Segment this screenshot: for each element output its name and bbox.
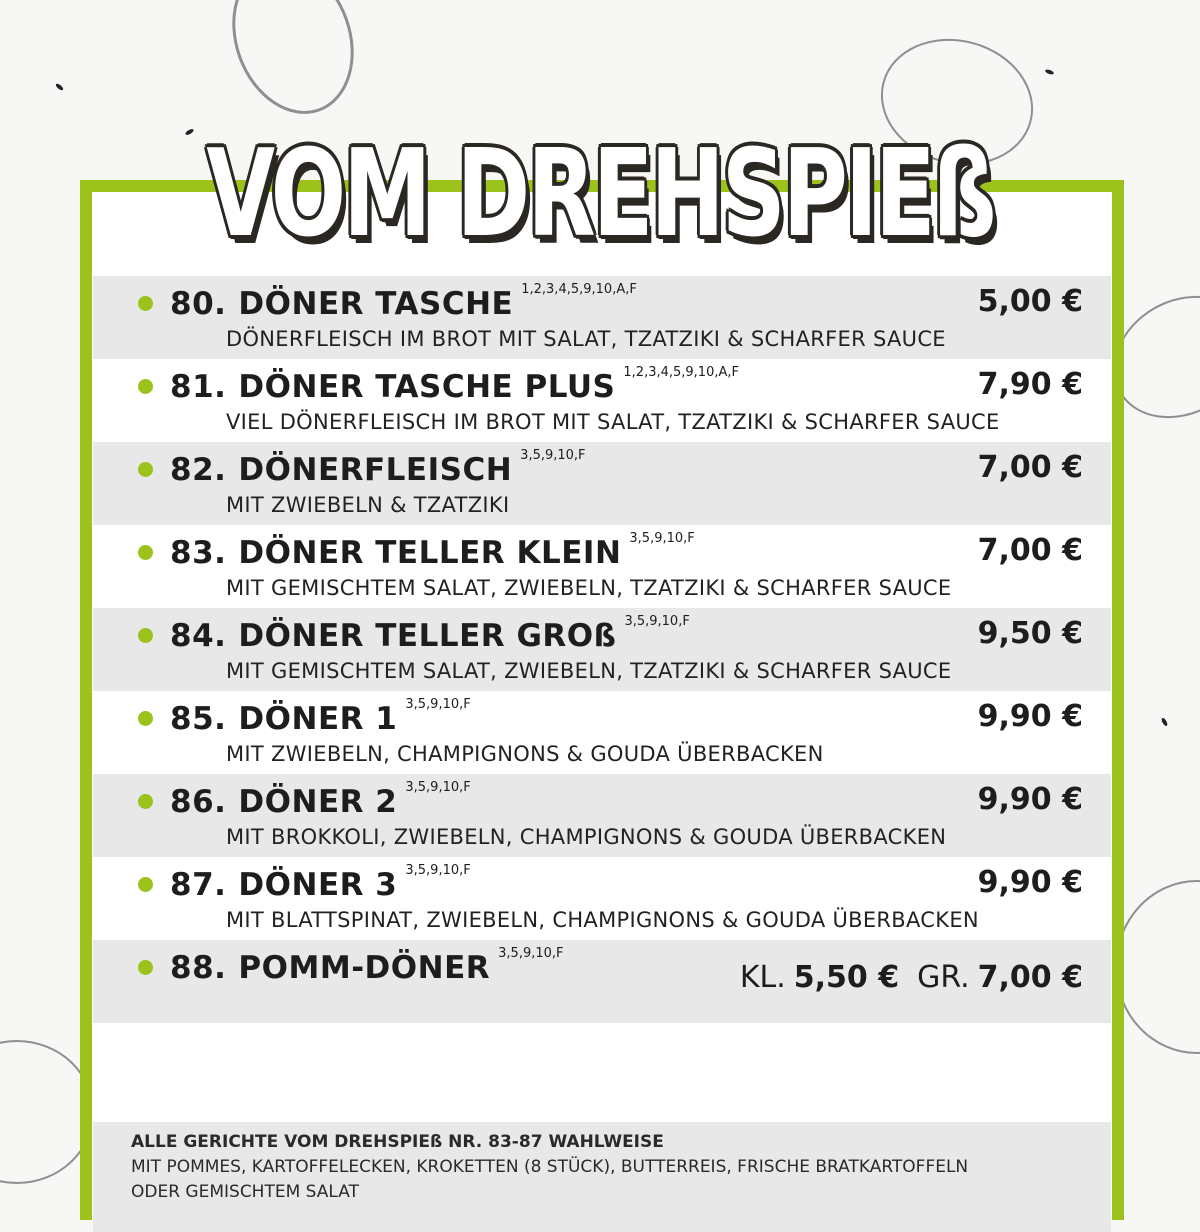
- price-large: 7,00 €: [977, 960, 1083, 995]
- item-number: 82.: [170, 452, 227, 488]
- item-name: DÖNER TASCHE: [238, 286, 514, 322]
- item-title: [170, 531, 695, 571]
- background-speck: [1161, 717, 1169, 727]
- item-price: 9,50 €: [977, 616, 1083, 651]
- bullet-icon: [138, 462, 153, 477]
- item-name: DÖNER TELLER KLEIN: [238, 535, 622, 571]
- note-heading: ALLE GERICHTE VOM DREHSPIEß NR. 83-87 WAHLWEISE: [131, 1132, 664, 1152]
- item-title: [170, 614, 690, 654]
- item-price: 7,90 €: [977, 367, 1083, 402]
- item-number: 85.: [170, 701, 227, 737]
- item-number: 87.: [170, 867, 227, 903]
- menu-item: [93, 525, 1111, 608]
- item-title: [170, 863, 471, 903]
- bullet-icon: [138, 545, 153, 560]
- size-label-small: KL.: [739, 960, 786, 995]
- item-allergens: 3,5,9,10,F: [405, 697, 471, 712]
- item-allergens: 1,2,3,4,5,9,10,A,F: [521, 282, 637, 297]
- item-number: 88.: [170, 950, 227, 986]
- item-title: [170, 365, 739, 405]
- bullet-icon: [138, 960, 153, 975]
- menu-list: [93, 276, 1111, 1023]
- item-name: DÖNER TELLER GROß: [238, 618, 617, 654]
- item-description: MIT ZWIEBELN, CHAMPIGNONS & GOUDA ÜBERBACKEN: [226, 742, 824, 766]
- item-number: 81.: [170, 369, 227, 405]
- item-number: 86.: [170, 784, 227, 820]
- menu-item: [93, 857, 1111, 940]
- side-dish-note: [93, 1122, 1111, 1232]
- item-allergens: 3,5,9,10,F: [405, 863, 471, 878]
- item-description: DÖNERFLEISCH IM BROT MIT SALAT, TZATZIKI & SCHARFER SAUCE: [226, 327, 946, 351]
- item-price: 7,00 €: [977, 533, 1083, 568]
- menu-item: [93, 359, 1111, 442]
- background-speck: [55, 83, 64, 92]
- item-price: 7,00 €: [977, 450, 1083, 485]
- item-title: [170, 946, 564, 986]
- background-speck: [1045, 69, 1055, 76]
- size-label-large: GR.: [917, 960, 970, 995]
- page-title: VOM DREHSPIEß: [206, 125, 994, 265]
- item-number: 83.: [170, 535, 227, 571]
- item-allergens: 3,5,9,10,F: [629, 531, 695, 546]
- note-line: MIT POMMES, KARTOFFELECKEN, KROKETTEN (8 STÜCK), BUTTERREIS, FRISCHE BRATKARTOFFELN: [131, 1157, 969, 1177]
- price-small: 5,50 €: [793, 960, 900, 995]
- background-sketch: [212, 0, 374, 131]
- note-line: ODER GEMISCHTEM SALAT: [131, 1182, 359, 1202]
- menu-item: [93, 276, 1111, 359]
- item-number: 80.: [170, 286, 227, 322]
- menu-item: [93, 774, 1111, 857]
- bullet-icon: [138, 379, 153, 394]
- item-name: DÖNER TASCHE PLUS: [238, 369, 616, 405]
- item-price: 5,00 €: [977, 284, 1083, 319]
- item-price: 9,90 €: [977, 699, 1083, 734]
- item-title: [170, 780, 471, 820]
- item-title: [170, 282, 637, 322]
- background-sketch: [1115, 880, 1200, 1054]
- item-name: DÖNER 2: [238, 784, 398, 820]
- menu-item: [93, 940, 1111, 1023]
- bullet-icon: [138, 711, 153, 726]
- bullet-icon: [138, 794, 153, 809]
- item-allergens: 3,5,9,10,F: [405, 780, 471, 795]
- item-allergens: 3,5,9,10,F: [498, 946, 564, 961]
- item-description: MIT BROKKOLI, ZWIEBELN, CHAMPIGNONS & GOUDA ÜBERBACKEN: [226, 825, 947, 849]
- menu-panel: [80, 180, 1124, 1220]
- item-allergens: 3,5,9,10,F: [520, 448, 586, 463]
- item-description: VIEL DÖNERFLEISCH IM BROT MIT SALAT, TZATZIKI & SCHARFER SAUCE: [226, 410, 1000, 434]
- item-name: DÖNERFLEISCH: [238, 452, 513, 488]
- item-price-sizes: [740, 960, 1083, 995]
- bullet-icon: [138, 877, 153, 892]
- item-name: POMM-DÖNER: [238, 950, 491, 986]
- item-description: MIT GEMISCHTEM SALAT, ZWIEBELN, TZATZIKI & SCHARFER SAUCE: [226, 659, 952, 683]
- item-price: 9,90 €: [977, 865, 1083, 900]
- item-allergens: 3,5,9,10,F: [624, 614, 690, 629]
- item-title: [170, 448, 586, 488]
- item-allergens: 1,2,3,4,5,9,10,A,F: [623, 365, 739, 380]
- bullet-icon: [138, 628, 153, 643]
- menu-item: [93, 608, 1111, 691]
- item-title: [170, 697, 471, 737]
- item-price: 9,90 €: [977, 782, 1083, 817]
- bullet-icon: [138, 296, 153, 311]
- item-name: DÖNER 1: [238, 701, 398, 737]
- item-description: MIT GEMISCHTEM SALAT, ZWIEBELN, TZATZIKI & SCHARFER SAUCE: [226, 576, 952, 600]
- menu-item: [93, 442, 1111, 525]
- menu-item: [93, 691, 1111, 774]
- item-description: MIT ZWIEBELN & TZATZIKI: [226, 493, 510, 517]
- item-name: DÖNER 3: [238, 867, 398, 903]
- item-description: MIT BLATTSPINAT, ZWIEBELN, CHAMPIGNONS & GOUDA ÜBERBACKEN: [226, 908, 979, 932]
- item-number: 84.: [170, 618, 227, 654]
